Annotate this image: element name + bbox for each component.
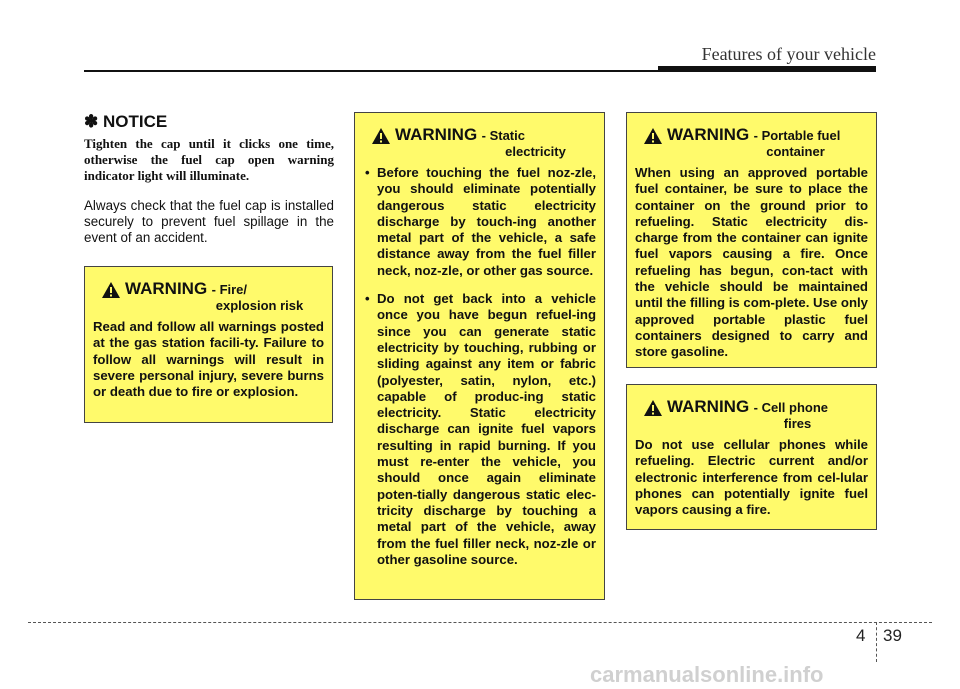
- footer-divider: [876, 622, 877, 662]
- warning-header: [363, 125, 596, 159]
- warning-text: Do not use cellular phones while refueling. Electric current and/or electronic interference from cel-lular phones can potentially ignite fuel vapors causing a fire.: [635, 437, 868, 518]
- warning-word: WARNING: [125, 279, 208, 298]
- section-title: Features of your vehicle: [701, 44, 876, 64]
- warning-word: WARNING: [395, 125, 478, 144]
- warning-triangle-icon: [643, 127, 663, 145]
- list-item: • Before touching the fuel noz-zle, you should eliminate potentially dangerous static electricity discharge by touch-ing another metal part of the vehicle, a safe distance away from the fuel filler neck, noz-zle, or other gas source.: [365, 165, 596, 278]
- warning-subject: - Cell phone: [753, 400, 829, 415]
- warning-subject: - Fire/: [211, 282, 248, 297]
- warning-text: Read and follow all warnings posted at the gas station facili-ty. Failure to follow all warnings will result in severe personal injury, severe burns or death due to fire or explosion.: [93, 319, 324, 400]
- watermark: carmanualsonline.info: [590, 662, 824, 687]
- warning-subject: - Portable fuel: [753, 128, 841, 143]
- warning-header: [635, 125, 868, 159]
- warning-subject: - Static: [481, 128, 525, 143]
- bullet-text: Before touching the fuel noz-zle, you should eliminate potentially dangerous static electricity discharge by touch-ing another metal part of the vehicle, a safe distance away from the fuel filler neck, noz-zle, or other gas source.: [377, 165, 596, 278]
- list-item: • Do not get back into a vehicle once you have begun refuel-ing since you can generate static electricity by touching, rubbing or sliding against any item or fabric (polyester, satin, nylon, etc.) capable of produc-ing static electricity. Static electricity discharge can ignite fuel vapors resulting in rapid burning. If you must re-enter the vehicle, you should once again eliminate poten-tially dangerous static elec-tricity discharge by touching a metal part of the vehicle, away from the fuel filler neck, noz-zle or other gasoline source.: [365, 291, 596, 567]
- header-rule-accent: [658, 66, 876, 72]
- warning-portable-box: [626, 112, 877, 368]
- notice-bold-text: Tighten the cap until it clicks one time, otherwise the fuel cap open warning indicator light will illuminate.: [84, 136, 334, 183]
- warning-text: When using an approved portable fuel container, be sure to place the container on the ground prior to refueling. Static electricity dis-charge from the container can ignite fuel vapors causing a fire. Once refueling has begun, con-tact with the vehicle should be maintained until the filling is com-plete. Use only approved portable plastic fuel containers designed to carry and store gasoline.: [635, 165, 869, 360]
- warning-subject-line2: container: [766, 144, 825, 159]
- warning-subject-line2: electricity: [505, 144, 566, 159]
- warning-header: [93, 279, 324, 313]
- warning-word: WARNING: [667, 397, 750, 416]
- page-number: 39: [883, 626, 902, 645]
- warning-subject-line2: fires: [783, 416, 812, 431]
- warning-triangle-icon: [101, 281, 121, 299]
- warning-triangle-icon: [643, 399, 663, 417]
- chapter-number: 4: [856, 626, 866, 645]
- footer-rule: [28, 622, 932, 623]
- bullet-text: Do not get back into a vehicle once you have begun refuel-ing since you can generate static electricity by touching, rubbing or sliding against any item or fabric (polyester, satin, nylon, etc.) capable of produc-ing static electricity. Static electricity discharge can ignite fuel vapors resulting in rapid burning. If you must re-enter the vehicle, you should once again eliminate poten-tially dangerous static elec-tricity discharge by touching a metal part of the vehicle, away from the fuel filler neck, noz-zle or other gasoline source.: [377, 291, 596, 567]
- notice-title: ✽ NOTICE: [84, 112, 168, 131]
- warning-bullet-list: [363, 165, 596, 568]
- warning-word: WARNING: [667, 125, 750, 144]
- warning-fire-box: [84, 266, 333, 423]
- warning-triangle-icon: [371, 127, 391, 145]
- warning-phone-box: [626, 384, 877, 530]
- warning-static-box: [354, 112, 605, 600]
- warning-header: [635, 397, 868, 431]
- warning-subject-line2: explosion risk: [215, 298, 304, 313]
- notice-block: [84, 112, 334, 246]
- notice-body-text: Always check that the fuel cap is installed securely to prevent fuel spillage in the event of an accident.: [84, 198, 334, 245]
